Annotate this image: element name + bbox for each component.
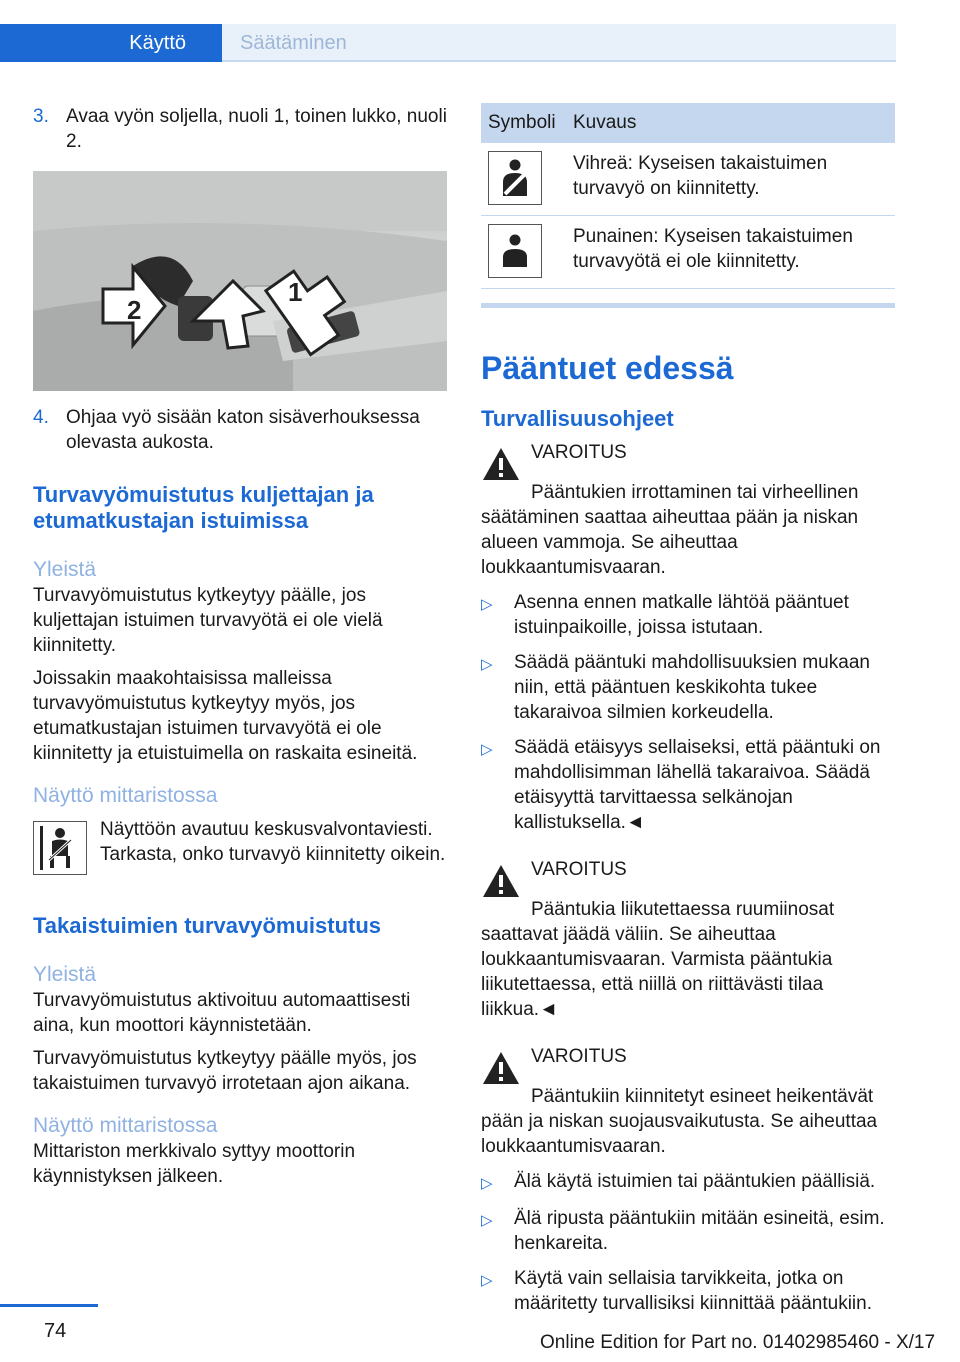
list-item: ▷ Säädä pääntuki mahdollisuuksien mukaan niin, että pääntuen keskikohta tukee takaraivoa silmien korkeudella. (481, 652, 870, 723)
subsection-title-display: Näyttö mittaristossa (33, 1114, 218, 1137)
right-column (481, 103, 895, 1316)
table-header-symbol: Symboli (481, 103, 566, 143)
buckle-illustration (33, 171, 447, 391)
warning-label: VAROITUS (531, 442, 627, 463)
symbol-table (481, 103, 895, 289)
warning-block (481, 440, 895, 482)
warning-label: VAROITUS (531, 1046, 627, 1067)
list-item: ▷ Käytä vain sellaisia tarvikkeita, jotka on määritetty turvallisiksi kiinnittää pääntukiin. (481, 1268, 872, 1314)
bullet-triangle-icon: ▷ (481, 741, 493, 758)
warning-triangle-icon (481, 1050, 521, 1086)
subsection-title-display: Näyttö mittaristossa (33, 784, 218, 807)
paragraph: Turvavyömuistutus aktivoituu automaattisesti aina, kun moottori käynnistetään. (33, 990, 411, 1036)
step-number: 3. (33, 106, 49, 127)
display-info-row (33, 817, 447, 875)
table-cell-description: Punainen: Kyseisen takaistuimen turvavyötä ei ole kiinnitetty. (566, 216, 895, 289)
tab-saataminen[interactable]: Säätäminen (222, 24, 896, 62)
list-item: ▷ Älä käytä istuimien tai pääntukien päällisiä. (481, 1169, 895, 1196)
seatbelt-unfastened-icon (488, 224, 542, 278)
list-item: ▷ Älä ripusta pääntukiin mitään esineitä, esim. henkareita. (481, 1208, 885, 1254)
paragraph: Turvavyömuistutus kytkeytyy päälle myös, jos takaistuimen turvavyö irrotetaan ajon aikana. (33, 1048, 417, 1094)
list-item: ▷ Säädä etäisyys sellaiseksi, että pääntuki on mahdollisimman lähellä takaraivoa. Säädä etäisyyttä tarvittaessa selkänojan kallistuksella.◄ (481, 737, 881, 833)
warning-block (481, 857, 895, 899)
edition-note: Online Edition for Part no. 01402985460 - X/17 (540, 1332, 936, 1353)
tab-kaytto[interactable]: Käyttö (0, 24, 222, 62)
section-title-rear-seatbelt-reminder: Takaistuimien turvavyömuistutus (33, 913, 382, 938)
page-number: 74 (44, 1320, 67, 1342)
photo-label-2: 2 (127, 295, 142, 325)
step-number: 4. (33, 407, 49, 428)
warning-triangle-icon (481, 863, 521, 899)
table-header-description: Kuvaus (566, 103, 895, 143)
seatbelt-warning-icon (33, 821, 87, 875)
warning-label: VAROITUS (531, 859, 627, 880)
table-bottom-rule (481, 303, 895, 308)
bullet-triangle-icon: ▷ (481, 1175, 493, 1192)
bullet-triangle-icon: ▷ (481, 1272, 493, 1289)
table-row (481, 143, 895, 216)
bullet-triangle-icon: ▷ (481, 656, 493, 673)
step-4 (33, 405, 447, 455)
subsection-title-general: Yleistä (33, 963, 97, 986)
photo-label-1: 1 (288, 277, 303, 307)
paragraph: Joissakin maakohtaisissa malleissa turvavyömuistutus kytkeytyy myös, jos etumatkustajan istuimen turvavyötä ei ole kiinnitetty ja etuistuimella on raskaita esineitä. (33, 668, 418, 764)
warning-block (481, 1044, 895, 1086)
warning-text: Pääntukia liikutettaessa ruumiinosat saattavat jäädä väliin. Se aiheuttaa loukkaantumisvaaran. Varmista pääntukia liikutettaessa, että niillä on riittävästi tilaa liikkua.◄ (481, 899, 835, 1020)
table-row (481, 216, 895, 289)
seatbelt-fastened-icon (488, 151, 542, 205)
paragraph: Mittariston merkkivalo syttyy moottorin käynnistyksen jälkeen. (33, 1141, 356, 1187)
table-cell-description: Vihreä: Kyseisen takaistuimen turvavyö on kiinnitetty. (566, 143, 895, 216)
seatbelt-buckle-photo (33, 171, 447, 391)
section-title-front-headrests: Pääntuet edessä (481, 350, 734, 386)
step-text: Ohjaa vyö sisään katon sisäverhouksessa olevasta aukosta. (66, 407, 420, 453)
subsection-title-general: Yleistä (33, 558, 97, 581)
table-header-row (481, 103, 895, 143)
bullet-triangle-icon: ▷ (481, 596, 493, 613)
warning-text: Pääntukiin kiinnitetyt esineet heikentävät pään ja niskan suojausvaikutusta. Se aiheuttaa loukkaantumisvaaran. (481, 1086, 878, 1157)
footer-rule (0, 1304, 98, 1307)
warning-triangle-icon (481, 446, 521, 482)
step-3 (33, 104, 447, 154)
tab-divider (222, 60, 896, 62)
list-item: ▷ Asenna ennen matkalle lähtöä pääntuet istuinpaikoille, joissa istutaan. (481, 592, 849, 638)
table-cell-symbol (481, 143, 566, 216)
paragraph: Turvavyömuistutus kytkeytyy päälle, jos kuljettajan istuimen turvavyötä ei ole vielä kiinnitetty. (33, 585, 383, 656)
warning-text: Pääntukien irrottaminen tai virheellinen säätäminen saattaa aiheuttaa pään ja niskan alueen vammoja. Se aiheuttaa loukkaantumisvaaran. (481, 482, 859, 578)
left-column (33, 100, 447, 1197)
table-cell-symbol (481, 216, 566, 289)
bullet-triangle-icon: ▷ (481, 1212, 493, 1229)
display-info-text: Näyttöön avautuu keskusvalvontaviesti. Tarkasta, onko turvavyö kiinnitetty oikein. (100, 819, 446, 865)
header-tabbar (0, 0, 960, 62)
subsection-title-safety: Turvallisuusohjeet (481, 406, 674, 431)
step-text: Avaa vyön soljella, nuoli 1, toinen lukko, nuoli 2. (66, 106, 447, 152)
section-title-front-seatbelt-reminder: Turvavyömuistutus kuljettajan ja etumatkustajan istuimissa (33, 482, 374, 533)
